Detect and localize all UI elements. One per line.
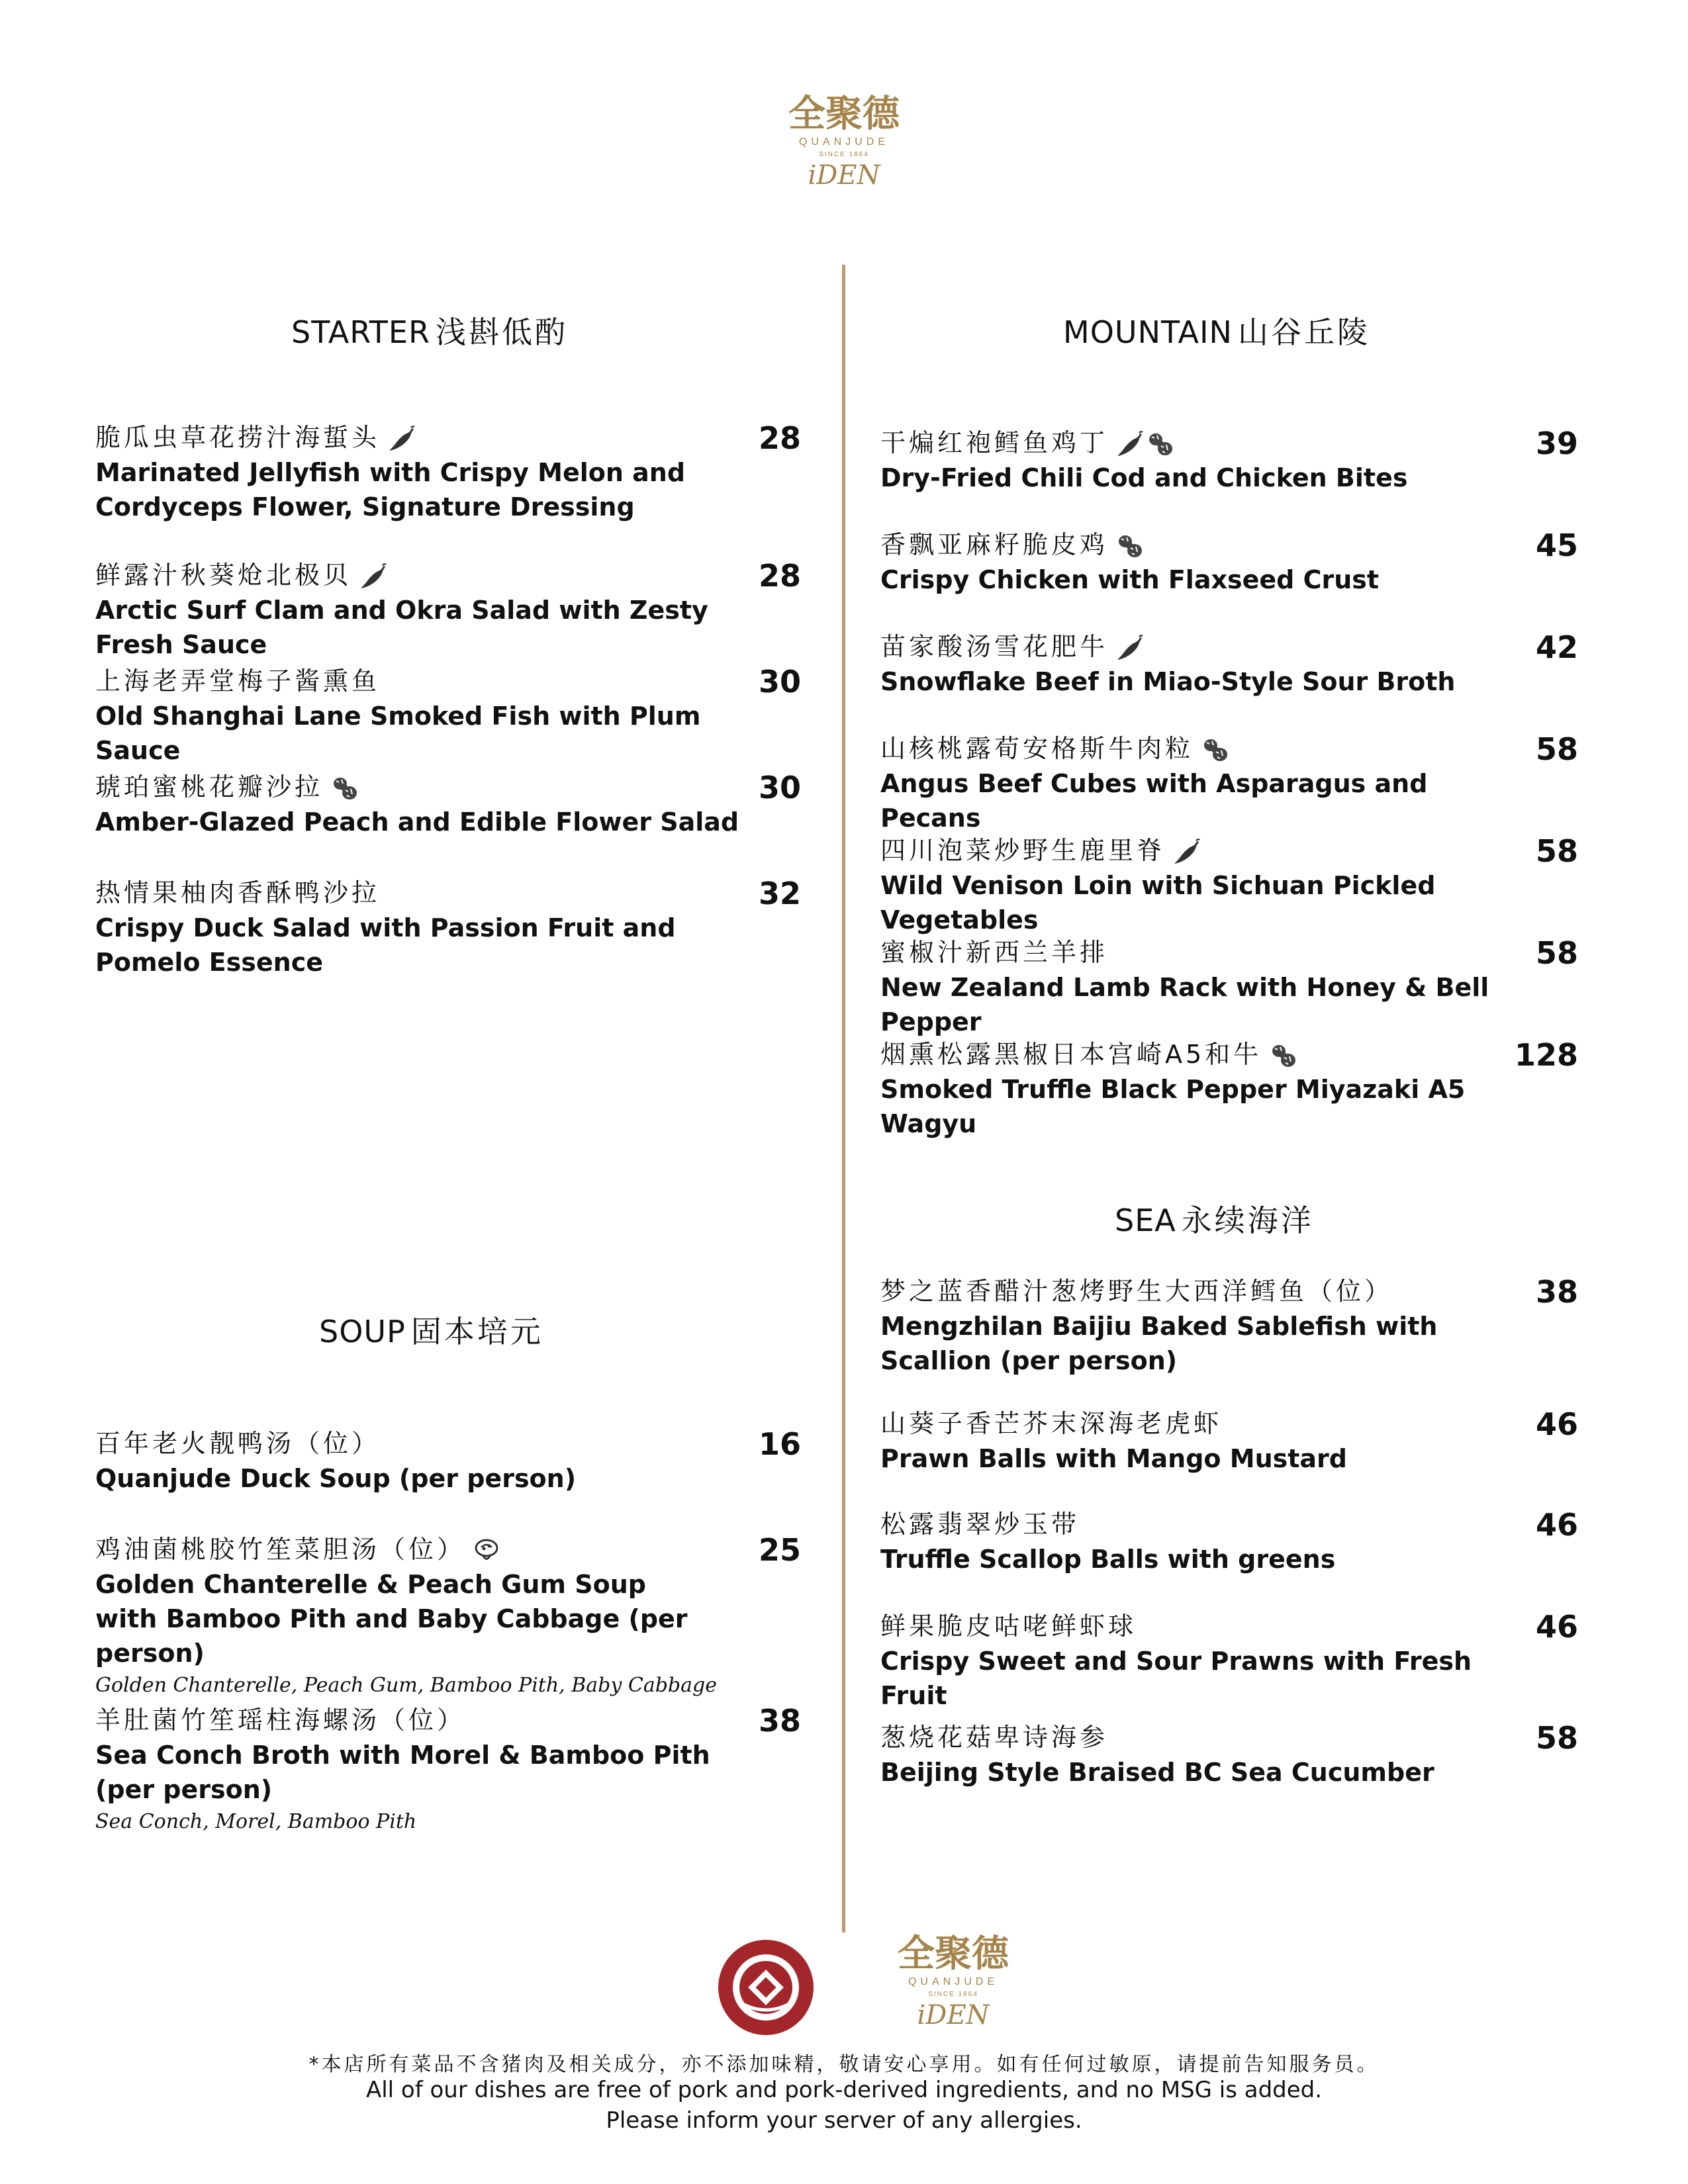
dish-name-en: Marinated Jellyfish with Crispy Melon and Cordyceps Flower, Signature Dressing	[95, 458, 686, 522]
chili-icon	[1115, 430, 1144, 459]
section-title-en: SOUP	[319, 1314, 406, 1349]
dish-name-cn: 梦之蓝香醋汁葱烤野生大西洋鳕鱼（位）	[880, 1277, 1393, 1306]
section-heading-mountain	[1063, 308, 1370, 352]
dish-name-cn: 鲜果脆皮咕咾鲜虾球	[880, 1612, 1137, 1641]
menu-item	[95, 420, 801, 524]
dish-name-en-line2: with Bamboo Pith and Baby Cabbage (per person)	[95, 1604, 688, 1668]
dish-price: 46	[1535, 1507, 1578, 1543]
dish-name-cn: 鸡油菌桃胶竹笙菜胆汤（位）	[95, 1535, 466, 1564]
column-divider	[842, 265, 845, 1933]
dish-price: 46	[1535, 1609, 1578, 1645]
menu-item	[880, 833, 1578, 937]
menu-item	[95, 875, 801, 979]
section-title-en: MOUNTAIN	[1063, 314, 1233, 350]
dish-price: 45	[1535, 527, 1578, 563]
dish-name-cn: 葱烧花菇卑诗海参	[880, 1723, 1109, 1752]
dish-price: 46	[1535, 1406, 1578, 1442]
dish-name-cn: 脆瓜虫草花捞汁海蜇头	[95, 423, 381, 452]
dish-name-en: Truffle Scallop Balls with greens	[880, 1545, 1336, 1574]
footer-notice-en: All of our dishes are free of pork and pork-derived ingredients, and no MSG is added.	[365, 2077, 1323, 2103]
menu-item	[95, 1702, 801, 1837]
dish-name-cn: 羊肚菌竹笙瑶柱海螺汤（位）	[95, 1706, 466, 1735]
dish-name-en: Arctic Surf Clam and Okra Salad with Zesty Fresh Sauce	[95, 596, 708, 659]
section-title-en: STARTER	[291, 314, 430, 350]
dish-name-cn: 松露翡翠炒玉带	[880, 1510, 1080, 1539]
dish-name-en: Golden Chanterelle & Peach Gum Soup	[95, 1570, 646, 1599]
heritage-seal-icon	[716, 1938, 816, 2037]
dish-name-en: Prawn Balls with Mango Mustard	[880, 1444, 1347, 1473]
dish-price: 58	[1535, 731, 1578, 767]
brand-mark: iDEN	[808, 160, 880, 191]
dish-name-en: Mengzhilan Baijiu Baked Sablefish with Scallion (per person)	[880, 1312, 1438, 1375]
dish-price: 39	[1535, 426, 1578, 461]
dish-name-cn: 上海老弄堂梅子酱熏鱼	[95, 666, 381, 696]
chili-icon	[1172, 838, 1201, 867]
dish-name-cn: 琥珀蜜桃花瓣沙拉	[95, 772, 324, 801]
dish-price: 25	[758, 1532, 801, 1568]
menu-item	[880, 1608, 1578, 1713]
dish-name-en: Crispy Duck Salad with Passion Fruit and Pomelo Essence	[95, 913, 676, 977]
dish-price: 16	[758, 1426, 801, 1462]
brand-name-cn: 全聚德	[788, 92, 900, 136]
dish-name-en: Sea Conch Broth with Morel & Bamboo Pith (per person)	[95, 1741, 710, 1804]
menu-item	[880, 1036, 1578, 1141]
dish-name-cn: 香飘亚麻籽脆皮鸡	[880, 530, 1109, 559]
dish-price: 58	[1535, 1720, 1578, 1756]
brand-mark: iDEN	[917, 2000, 990, 2030]
section-title-cn: 山谷丘陵	[1237, 314, 1370, 350]
menu-item	[95, 1531, 801, 1701]
menu-item	[880, 731, 1578, 835]
peanut-icon	[1145, 430, 1177, 459]
dish-name-en: Beijing Style Braised BC Sea Cucumber	[880, 1758, 1434, 1787]
dish-name-cn: 山核桃露荀安格斯牛肉粒	[880, 734, 1194, 763]
menu-item	[880, 1506, 1578, 1576]
dish-name-en: Wild Venison Loin with Sichuan Pickled Vegetables	[880, 871, 1436, 934]
peanut-icon	[1115, 532, 1147, 561]
menu-item	[880, 425, 1578, 495]
section-title-cn: 固本培元	[410, 1314, 543, 1349]
dish-price: 128	[1514, 1037, 1578, 1073]
dish-price: 28	[758, 420, 801, 456]
dish-name-en: Angus Beef Cubes with Asparagus and Pecans	[880, 769, 1428, 833]
dish-name-cn: 山葵子香芒芥末深海老虎虾	[880, 1409, 1223, 1438]
section-title-en: SEA	[1115, 1203, 1176, 1238]
menu-item	[880, 527, 1578, 597]
dish-name-en: Crispy Sweet and Sour Prawns with Fresh Fruit	[880, 1647, 1472, 1710]
dish-name-cn: 热情果柚肉香酥鸭沙拉	[95, 878, 381, 907]
chili-icon	[387, 425, 416, 454]
dish-price: 38	[758, 1703, 801, 1739]
dish-name-cn: 百年老火靓鸭汤（位）	[95, 1429, 381, 1458]
dish-name-en: Crispy Chicken with Flaxseed Crust	[880, 565, 1380, 594]
menu-item	[95, 557, 801, 662]
dish-name-en: Old Shanghai Lane Smoked Fish with Plum Sauce	[95, 702, 701, 765]
peanut-icon	[1200, 736, 1232, 765]
dish-name-en: Snowflake Beef in Miao-Style Sour Broth	[880, 667, 1456, 696]
dish-name-en: Dry-Fried Chili Cod and Chicken Bites	[880, 463, 1408, 492]
dish-name-en: Amber-Glazed Peach and Edible Flower Salad	[95, 807, 739, 837]
brand-logo-top	[745, 93, 943, 191]
dish-price: 32	[758, 876, 801, 911]
brand-since: SINCE 1864	[928, 1991, 978, 1998]
menu-item	[880, 629, 1578, 699]
dish-name-en: New Zealand Lamb Rack with Honey & Bell Pepper	[880, 973, 1489, 1036]
menu-item	[880, 934, 1578, 1039]
dish-name-cn: 鲜露汁秋葵炝北极贝	[95, 561, 352, 590]
brand-name-en: QUANJUDE	[908, 1976, 998, 1987]
dish-name-cn: 四川泡菜炒野生鹿里脊	[880, 836, 1166, 865]
dish-name-en: Quanjude Duck Soup (per person)	[95, 1464, 577, 1493]
section-heading-starter	[291, 308, 568, 352]
chili-icon	[358, 563, 387, 592]
chili-icon	[1115, 634, 1144, 663]
brand-name-cn: 全聚德	[898, 1932, 1009, 1976]
section-title-cn: 永续海洋	[1181, 1203, 1314, 1238]
dish-ingredients: Sea Conch, Morel, Bamboo Pith	[95, 1810, 417, 1833]
brand-since: SINCE 1864	[819, 151, 869, 158]
dish-price: 58	[1535, 935, 1578, 971]
dish-price: 28	[758, 558, 801, 594]
mushroom-icon	[472, 1537, 501, 1566]
dish-name-cn: 蜜椒汁新西兰羊排	[880, 938, 1109, 967]
menu-item	[880, 1406, 1578, 1476]
menu-item	[95, 769, 801, 839]
menu-item	[95, 1426, 801, 1496]
footer-allergy-notice: Please inform your server of any allergies.	[606, 2107, 1082, 2134]
peanut-icon	[1268, 1042, 1300, 1071]
dish-price: 42	[1535, 629, 1578, 665]
menu-item	[880, 1273, 1578, 1378]
dish-price: 30	[758, 770, 801, 805]
dish-ingredients: Golden Chanterelle, Peach Gum, Bamboo Pith, Baby Cabbage	[95, 1674, 717, 1697]
dish-name-cn: 烟熏松露黑椒日本宫崎A5和牛	[880, 1040, 1262, 1069]
menu-item	[95, 663, 801, 768]
peanut-icon	[330, 774, 361, 803]
footer-notice-cn: *本店所有菜品不含猪肉及相关成分，亦不添加味精，敬请安心享用。如有任何过敏原，请提前告知服务员。	[308, 2053, 1380, 2076]
brand-name-en: QUANJUDE	[798, 136, 889, 148]
menu-item	[880, 1719, 1578, 1790]
dish-price: 30	[758, 664, 801, 700]
dish-name-cn: 干煸红袍鳕鱼鸡丁	[880, 428, 1109, 457]
dish-price: 58	[1535, 833, 1578, 869]
section-heading-sea	[1115, 1197, 1314, 1240]
dish-name-cn: 苗家酸汤雪花肥牛	[880, 632, 1109, 661]
dish-price: 38	[1535, 1274, 1578, 1310]
section-heading-soup	[319, 1308, 543, 1351]
section-title-cn: 浅斟低酌	[435, 314, 568, 350]
dish-name-en: Smoked Truffle Black Pepper Miyazaki A5 Wagyu	[880, 1075, 1466, 1138]
brand-logo-bottom	[854, 1933, 1053, 2030]
